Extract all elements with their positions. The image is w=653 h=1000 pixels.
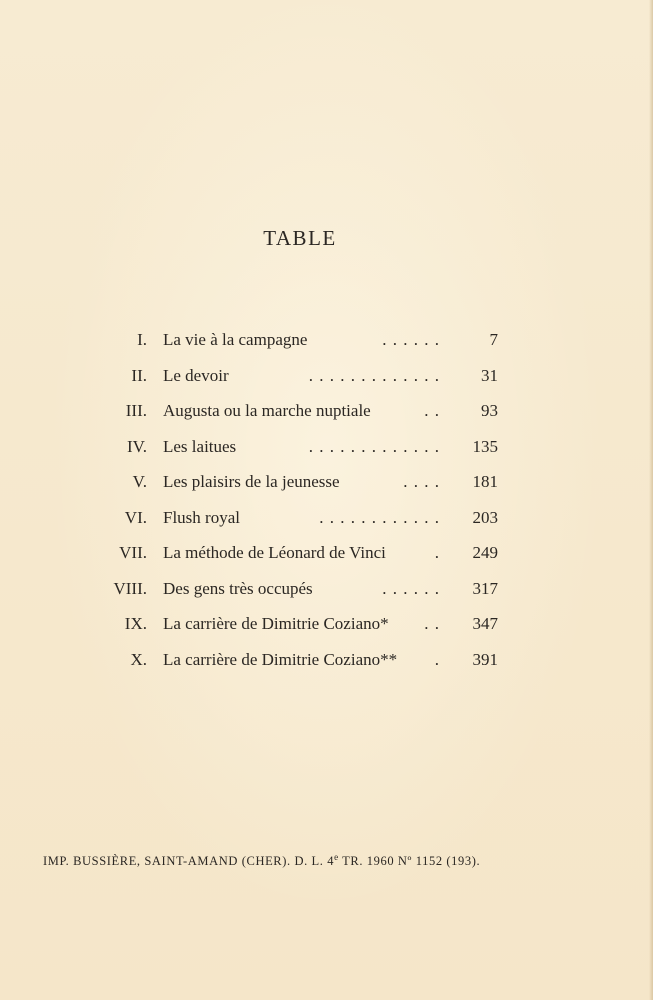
chapter-title: Les laitues [163, 436, 237, 456]
chapter-title: Les plaisirs de la jeunesse [163, 472, 340, 491]
toc-entry [0, 322, 653, 358]
chapter-number: IX. [124, 614, 147, 633]
toc-entry [0, 535, 653, 571]
chapter-number: I. [137, 330, 147, 349]
leader-dots: . . . . . . . . . . . . . [308, 365, 440, 385]
page-number: 317 [472, 578, 498, 598]
chapter-number: VII. [119, 543, 147, 562]
leader-dots: . . . . [403, 472, 440, 491]
chapter-title: La vie à la campagne [163, 330, 308, 349]
printer-imprint [43, 852, 563, 869]
chapter-number: IV. [127, 436, 147, 456]
chapter-number: X. [130, 649, 147, 669]
chapter-number: V. [132, 472, 147, 491]
leader-dots: . [434, 543, 440, 562]
page-number: 347 [472, 614, 498, 633]
chapter-number: VI. [124, 507, 147, 527]
page-number: 203 [472, 507, 498, 527]
chapter-title: La carrière de Dimitrie Coziano* [163, 614, 389, 633]
chapter-title: Des gens très occupés [163, 578, 313, 598]
page-number: 391 [472, 649, 498, 669]
imprint-text-end: TR. 1960 Nº 1152 (193). [338, 854, 481, 868]
chapter-title: La méthode de Léonard de Vinci [163, 543, 386, 562]
leader-dots: . . . . . . . . . . . . [319, 507, 440, 527]
toc-entry [0, 571, 653, 607]
page-title: TABLE [263, 226, 337, 250]
chapter-number: III. [125, 401, 147, 420]
toc-entry [0, 393, 653, 429]
page-number: 135 [472, 436, 498, 456]
toc-entry [0, 464, 653, 500]
leader-dots: . [434, 649, 440, 669]
page-number: 249 [472, 543, 498, 562]
page-number: 31 [481, 365, 498, 385]
page-number: 181 [472, 472, 498, 491]
page-number: 93 [481, 401, 498, 420]
chapter-number: VIII. [113, 578, 147, 598]
imprint-superscript: e [334, 852, 339, 862]
table-of-contents [0, 322, 653, 677]
chapter-title: Flush royal [163, 507, 240, 527]
page-number: 7 [489, 330, 498, 349]
toc-entry [0, 429, 653, 465]
imprint-text: IMP. BUSSIÈRE, SAINT-AMAND (CHER). D. L. 4 [43, 854, 335, 868]
chapter-number: II. [131, 365, 147, 385]
toc-entry [0, 606, 653, 642]
leader-dots: . . [424, 401, 440, 420]
toc-entry [0, 500, 653, 536]
leader-dots: . . . . . . [382, 578, 440, 598]
leader-dots: . . [424, 614, 440, 633]
leader-dots: . . . . . . [382, 330, 440, 349]
toc-entry [0, 358, 653, 394]
leader-dots: . . . . . . . . . . . . . [308, 436, 440, 456]
chapter-title: La carrière de Dimitrie Coziano** [163, 649, 398, 669]
chapter-title: Le devoir [163, 365, 229, 385]
toc-entry [0, 642, 653, 678]
chapter-title: Augusta ou la marche nuptiale [163, 401, 371, 420]
